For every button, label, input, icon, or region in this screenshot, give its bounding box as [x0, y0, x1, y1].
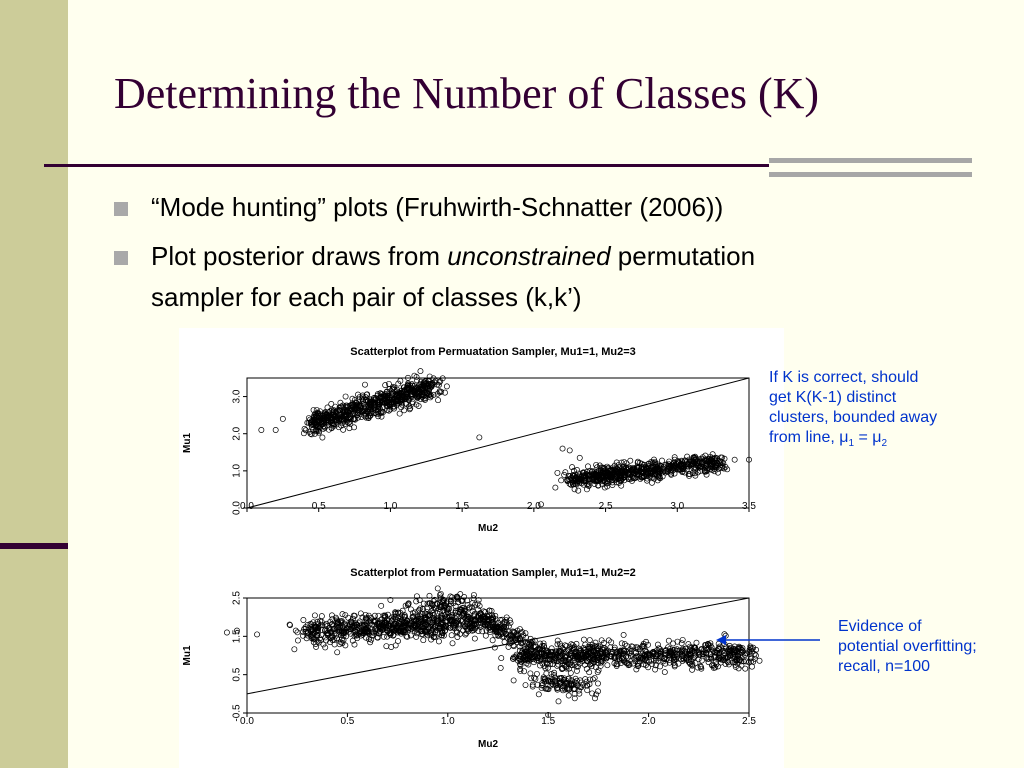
x-tick-label: 2.0 [641, 716, 656, 727]
chart-title: Scatterplot from Permuatation Sampler, Mu1=1, Mu2=2 [350, 567, 636, 579]
note-k-correct [769, 368, 937, 454]
y-tick-label: 0.0 [231, 501, 243, 515]
slide-title: Determining the Number of Classes (K) [114, 69, 820, 118]
scatter-point [628, 458, 633, 463]
left-arrow-icon [710, 630, 825, 650]
x-tick-label: 1.5 [455, 501, 470, 512]
scatter-point [498, 665, 503, 670]
scatter-point-outlier [273, 427, 278, 432]
scatter-point [492, 645, 497, 650]
scatterplots-svg [179, 328, 784, 768]
title-underline [44, 164, 769, 167]
scatter-point [379, 603, 384, 608]
scatter-point [715, 470, 720, 475]
scatter-point [544, 671, 549, 676]
scatter-point [649, 480, 654, 485]
scatter-point [581, 637, 586, 642]
scatter-point [414, 634, 419, 639]
scatter-point [690, 667, 695, 672]
note-line: recall, n=100 [838, 658, 931, 675]
x-tick-label: 2.5 [742, 716, 756, 727]
x-tick-label: 0.0 [240, 716, 254, 727]
scatter-point-outlier [435, 586, 440, 591]
scatter-point [421, 601, 426, 606]
scatter-point [414, 599, 419, 604]
scatter-point [483, 633, 488, 638]
note-text: from line, μ [769, 429, 849, 446]
y-tick-label: 2.0 [231, 426, 243, 441]
scatter-point [395, 638, 400, 643]
bullet-line: “Mode hunting” plots (Fruhwirth-Schnatter (2006)) [151, 192, 724, 222]
title-accent-bar-bottom [769, 172, 972, 177]
scatter-point [343, 394, 348, 399]
scatter-point [450, 641, 455, 646]
x-tick-label: 2.0 [526, 501, 541, 512]
note-line: If K is correct, should [769, 369, 919, 386]
scatter-point [362, 382, 367, 387]
y-tick-label: 1.0 [231, 463, 243, 478]
scatter-point-outlier [259, 427, 264, 432]
bullet-line [151, 236, 755, 277]
x-tick-label: 2.5 [598, 501, 613, 512]
scatter-point [662, 669, 667, 674]
scatter-point-outlier [224, 630, 229, 635]
scatter-point [587, 637, 592, 642]
scatter-point-outlier [732, 457, 737, 462]
y-tick-label: 1.5 [231, 629, 243, 644]
y-axis-label: Mu1 [182, 433, 193, 453]
scatter-point [418, 368, 423, 373]
x-tick-label: 0.5 [340, 716, 355, 727]
scatter-point [753, 653, 758, 658]
bullet-line [151, 277, 755, 318]
scatter-point [499, 655, 504, 660]
note-line: potential overfitting; [838, 638, 977, 655]
bullet-text [151, 236, 755, 318]
left-decorative-band [0, 0, 68, 768]
scatter-point [528, 671, 533, 676]
scatter-point [619, 641, 624, 646]
left-accent-bar [0, 543, 68, 549]
scatter-point [699, 658, 704, 663]
y-tick-label: 0.5 [231, 667, 243, 682]
scatter-point-outlier [477, 435, 482, 440]
bullet-square-icon [114, 251, 128, 265]
scatter-point [351, 425, 356, 430]
scatter-point [323, 645, 328, 650]
bullet-text-segment: permutation [610, 241, 756, 271]
note-line [769, 428, 937, 454]
x-tick-label: 3.0 [670, 501, 685, 512]
scatter-point [559, 478, 564, 483]
subscript: 2 [881, 438, 888, 450]
scatter-point [384, 644, 389, 649]
x-tick-label: 0.0 [240, 501, 254, 512]
chart-title: Scatterplot from Permuatation Sampler, Mu1=1, Mu2=3 [350, 346, 636, 358]
scatter-point [449, 633, 454, 638]
x-tick-label: 1.0 [383, 501, 398, 512]
scatter-point [605, 663, 610, 668]
reference-line-mu1-equals-mu2 [247, 378, 749, 508]
scatter-point [592, 675, 597, 680]
scatter-point [301, 617, 306, 622]
note-line: Evidence of [838, 618, 922, 635]
scatter-point [444, 384, 449, 389]
note-text: = μ [854, 429, 882, 446]
scatter-point [312, 613, 317, 618]
bullet-square-icon [114, 202, 128, 216]
scatter-point [556, 699, 561, 704]
x-tick-label: 0.5 [311, 501, 326, 512]
scatter-point-outlier [280, 416, 285, 421]
scatter-point [435, 398, 440, 403]
y-axis-label: Mu1 [182, 645, 193, 666]
scatter-point-outlier [560, 446, 565, 451]
scatter-point [401, 408, 406, 413]
note-overfitting [838, 617, 977, 677]
scatter-point-outlier [567, 448, 572, 453]
y-tick-label: -0.5 [231, 704, 243, 722]
bullet-text [151, 187, 723, 228]
scatter-point [568, 670, 573, 675]
y-tick-label: 3.0 [231, 389, 243, 404]
scatter-point [329, 613, 334, 618]
x-tick-label: 3.5 [742, 501, 756, 512]
scatter-point [523, 682, 528, 687]
scatter-point [706, 660, 711, 665]
scatter-point [621, 632, 626, 637]
x-tick-label: 1.5 [541, 716, 556, 727]
scatter-point [397, 411, 402, 416]
x-tick-label: 1.0 [440, 716, 455, 727]
scatter-point [471, 592, 476, 597]
scatter-point [421, 638, 426, 643]
scatter-point [383, 383, 388, 388]
scatter-point [295, 638, 300, 643]
bullet-text-segment: sampler for each pair of classes (k,k’) [151, 282, 582, 312]
scatter-point-outlier [553, 485, 558, 490]
scatter-point-outlier [254, 632, 259, 637]
subscript: 1 [848, 438, 855, 450]
scatter-point [566, 693, 571, 698]
scatter-point [381, 634, 386, 639]
note-line: clusters, bounded away [769, 409, 938, 426]
scatter-point [335, 650, 340, 655]
scatter-point [655, 642, 660, 647]
scatter-point [536, 692, 541, 697]
scatter-point [490, 638, 495, 643]
scatter-point [511, 678, 516, 683]
scatter-point [680, 637, 685, 642]
scatter-point [595, 681, 600, 686]
scatter-point [292, 647, 297, 652]
scatter-point [472, 636, 477, 641]
x-axis-label: Mu2 [478, 523, 498, 534]
bullet-text-segment: Plot posterior draws from [151, 241, 448, 271]
scatter-point [694, 640, 699, 645]
scatterplot-panel [179, 328, 784, 768]
scatter-point [595, 670, 600, 675]
note-line: get K(K-1) distinct [769, 389, 897, 406]
scatter-point [340, 612, 345, 617]
scatter-point [457, 631, 462, 636]
scatter-point [436, 639, 441, 644]
bullet-text-italic: unconstrained [447, 241, 611, 271]
scatter-point [363, 635, 368, 640]
scatter-point-outlier [577, 455, 582, 460]
scatter-point [442, 390, 447, 395]
x-axis-label: Mu2 [478, 739, 498, 750]
title-accent-bar-top [769, 158, 972, 163]
scatter-point [320, 435, 325, 440]
y-tick-label: 2.5 [231, 591, 243, 605]
scatter-point [659, 458, 664, 463]
scatter-point [319, 614, 324, 619]
scatter-point [555, 470, 560, 475]
